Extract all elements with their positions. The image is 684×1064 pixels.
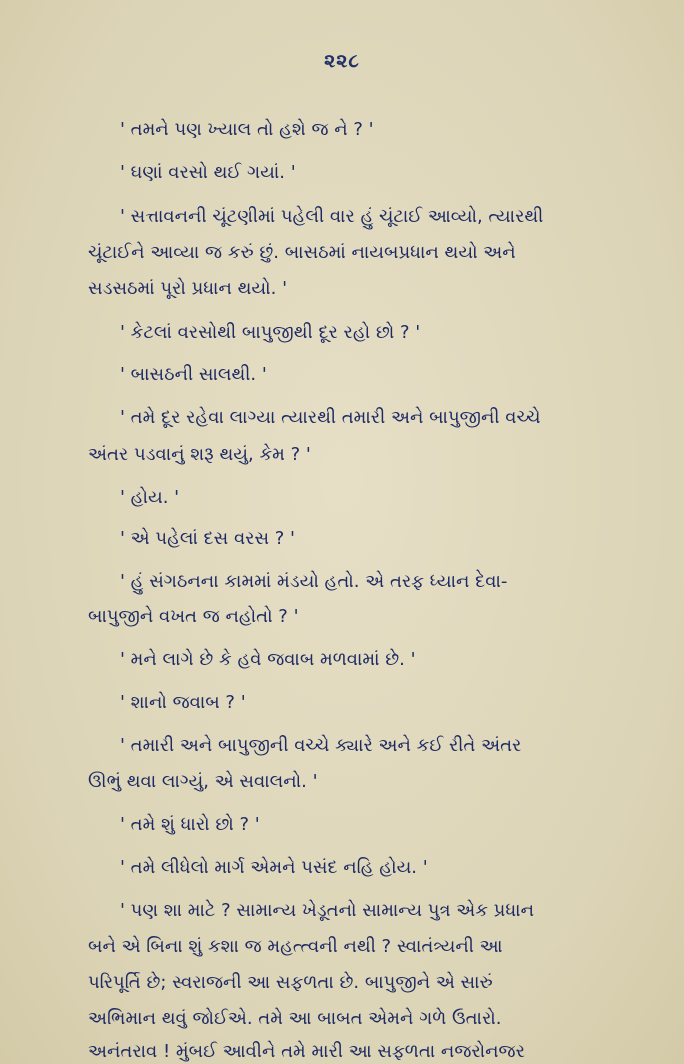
text-line: ' તમને પણ ખ્યાલ તો હશે જ ને ? '	[120, 119, 374, 140]
text-line: ચૂંટાઈને આવ્યા જ કરું છું. બાસઠમાં નાયબપ્રધાન થયો અને	[88, 242, 516, 263]
text-line: ' ઘણાં વરસો થઈ ગયાં. '	[120, 162, 296, 183]
text-line: બાપુજીને વખત જ નહોતો ? '	[88, 606, 299, 627]
text-line: ' હોય. '	[120, 487, 180, 508]
text-line: બને એ બિના શું કશા જ મહત્ત્વની નથી ? સ્વાતંત્ર્યની આ	[88, 936, 503, 957]
text-line: અભિમાન થવું જોઈએ. તમે આ બાબત એમને ગળે ઉતારો.	[88, 1008, 502, 1029]
text-line: ' તમારી અને બાપુજીની વચ્ચે ક્યારે અને કઈ રીતે અંતર	[120, 735, 522, 756]
text-line: ' તમે લીધેલો માર્ગ એમને પસંદ નહિ હોય. '	[120, 857, 428, 878]
text-line: ' બાસઠની સાલથી. '	[120, 364, 267, 385]
text-line: ' તમે દૂર રહેવા લાગ્યા ત્યારથી તમારી અને બાપુજીની વચ્ચે	[120, 407, 541, 428]
text-line: ' સત્તાવનની ચૂંટણીમાં પહેલી વાર હું ચૂંટાઈ આવ્યો, ત્યારથી	[120, 206, 544, 227]
text-line: ' એ પહેલાં દસ વરસ ? '	[120, 528, 296, 549]
text-line: સડસઠમાં પૂરો પ્રધાન થયો. '	[88, 278, 288, 299]
text-line: અંતર પડવાનું શરૂ થયું, કેમ ? '	[88, 444, 311, 465]
text-line: ઊભું થવા લાગ્યું, એ સવાલનો. '	[88, 771, 318, 792]
page-number: ૨૨૮	[324, 50, 360, 72]
text-line: ' તમે શું ધારો છો ? '	[120, 814, 260, 835]
text-line: અનંતરાવ ! મુંબઈ આવીને તમે મારી આ સફળતા નજરોનજર	[88, 1041, 525, 1062]
text-line: ' શાનો જવાબ ? '	[120, 692, 246, 713]
text-line: ' કેટલાં વરસોથી બાપુજીથી દૂર રહો છો ? '	[120, 322, 421, 343]
text-line: પરિપૂર્તિ છે; સ્વરાજની આ સફળતા છે. બાપુજીને એ સારું	[88, 972, 493, 993]
text-line: ' મને લાગે છે કે હવે જવાબ મળવામાં છે. '	[120, 649, 416, 670]
text-line: ' હું સંગઠનના કામમાં મંડયો હતો. એ તરફ ધ્યાન દેવા-	[120, 571, 508, 592]
text-line: ' પણ શા માટે ? સામાન્ય ખેડૂતનો સામાન્ય પુત્ર એક પ્રધાન	[120, 900, 534, 921]
